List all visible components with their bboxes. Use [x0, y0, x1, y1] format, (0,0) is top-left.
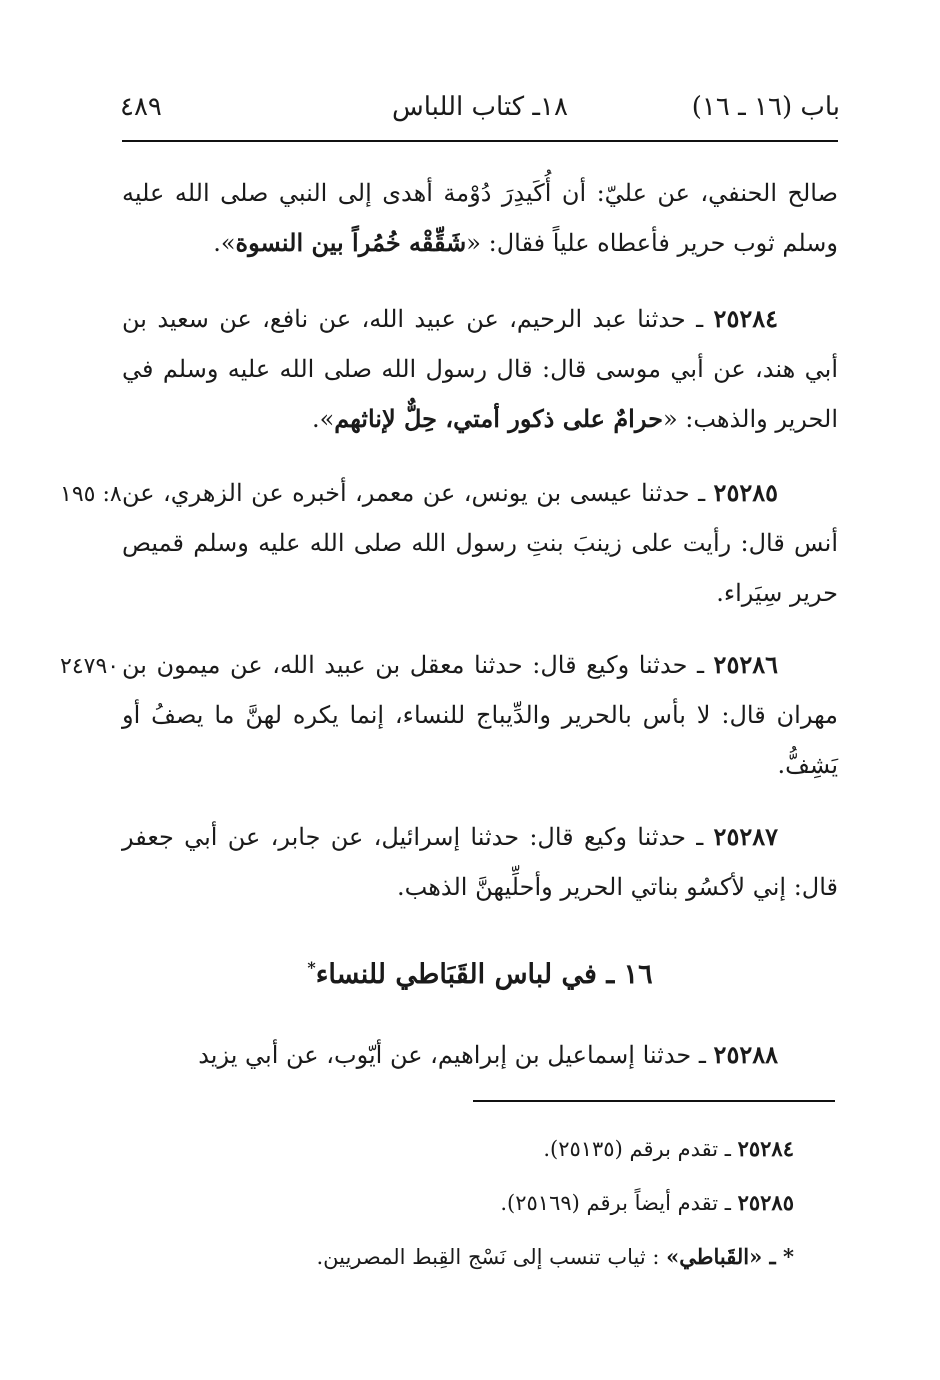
hadith-paragraph: [122, 294, 838, 444]
paragraph-tail: ».: [311, 405, 335, 433]
header-rule: [122, 140, 838, 142]
footnote-ref: ٢٥٢٨٥: [737, 1190, 794, 1215]
paragraph-text: ـ حدثنا عيسى بن يونس، عن معمر، أخبره عن الزهري، عن أنس قال: رأيت على زينبَ بنتِ رسول الله صلى الله عليه وسلم قميص حرير سِيَراء.: [122, 479, 838, 607]
hadith-paragraph: [122, 168, 838, 268]
running-header: [120, 92, 840, 132]
footnote: [122, 1190, 794, 1215]
paragraph-text: ـ حدثنا وكيع قال: حدثنا إسرائيل، عن جابر، عن أبي جعفر قال: إني لأكسُو بناتي الحرير وأحلِّيهنَّ الذهب.: [122, 823, 838, 901]
margin-note: ٨: ١٩٥: [60, 482, 122, 507]
paragraph-text: ـ حدثنا إسماعيل بن إبراهيم، عن أيّوب، عن أبي يزيد: [198, 1041, 714, 1069]
hadith-number: ٢٥٢٨٧: [713, 822, 778, 851]
hadith-number: ٢٥٢٨٥: [713, 478, 778, 507]
footnote-text: ـ تقدم برقم (٢٥١٣٥).: [543, 1137, 738, 1161]
footnote-ref: * ـ «القَباطي»: [666, 1244, 794, 1269]
footnote-ref: ٢٥٢٨٤: [737, 1136, 794, 1161]
hadith-paragraph: [122, 640, 838, 790]
footnote: [122, 1244, 794, 1269]
hadith-quote: شَقِّقْه خُمُراً بين النسوة: [235, 228, 467, 257]
paragraph-text: صالح الحنفي، عن عليّ: أن أُكَيدِرَ دُوْمة أهدى إلى النبي صلى الله عليه وسلم ثوب حرير فأعطاه علياً فقال: «: [122, 179, 838, 257]
paragraph-text: ـ حدثنا وكيع قال: حدثنا معقل بن عبيد الله، عن ميمون بن مهران قال: لا بأس بالحرير والدِّيباج للنساء، إنما يكره لهنَّ ما يصفُ أو يَشِفُّ.: [122, 651, 838, 779]
paragraph-text: ـ حدثنا عبد الرحيم، عن عبيد الله، عن نافع، عن سعيد بن أبي هند، عن أبي موسى قال: قال رسول الله صلى الله عليه وسلم في الحرير والذهب: «: [122, 305, 838, 433]
section-heading: [122, 958, 838, 990]
margin-note: ٢٤٧٩٠: [60, 654, 120, 679]
hadith-number: ٢٥٢٨٦: [713, 650, 778, 679]
section-title: ١٦ ـ في لباس القَبَاطي للنساء: [315, 959, 653, 990]
hadith-number: ٢٥٢٨٨: [713, 1040, 778, 1069]
paragraph-tail: ».: [213, 229, 236, 257]
hadith-paragraph: [122, 1030, 838, 1080]
footnote-marker: *: [307, 958, 316, 977]
footnote-text: : ثياب تنسب إلى نَسْج القِبط المصريين.: [316, 1245, 660, 1269]
footnote-rule: [473, 1100, 835, 1102]
page-number: ٤٨٩: [120, 92, 162, 122]
hadith-paragraph: [122, 812, 838, 912]
footnote: [122, 1136, 794, 1161]
hadith-quote: حرامٌ على ذكور أمتي، حِلٌّ لإناثهم: [334, 404, 663, 433]
hadith-number: ٢٥٢٨٤: [713, 304, 778, 333]
book-title: ١٨ـ كتاب اللباس: [392, 92, 568, 122]
footnote-text: ـ تقدم أيضاً برقم (٢٥١٦٩).: [500, 1191, 738, 1215]
hadith-paragraph: [122, 468, 838, 618]
chapter-reference: باب (١٦ ـ ١٦): [691, 92, 840, 122]
